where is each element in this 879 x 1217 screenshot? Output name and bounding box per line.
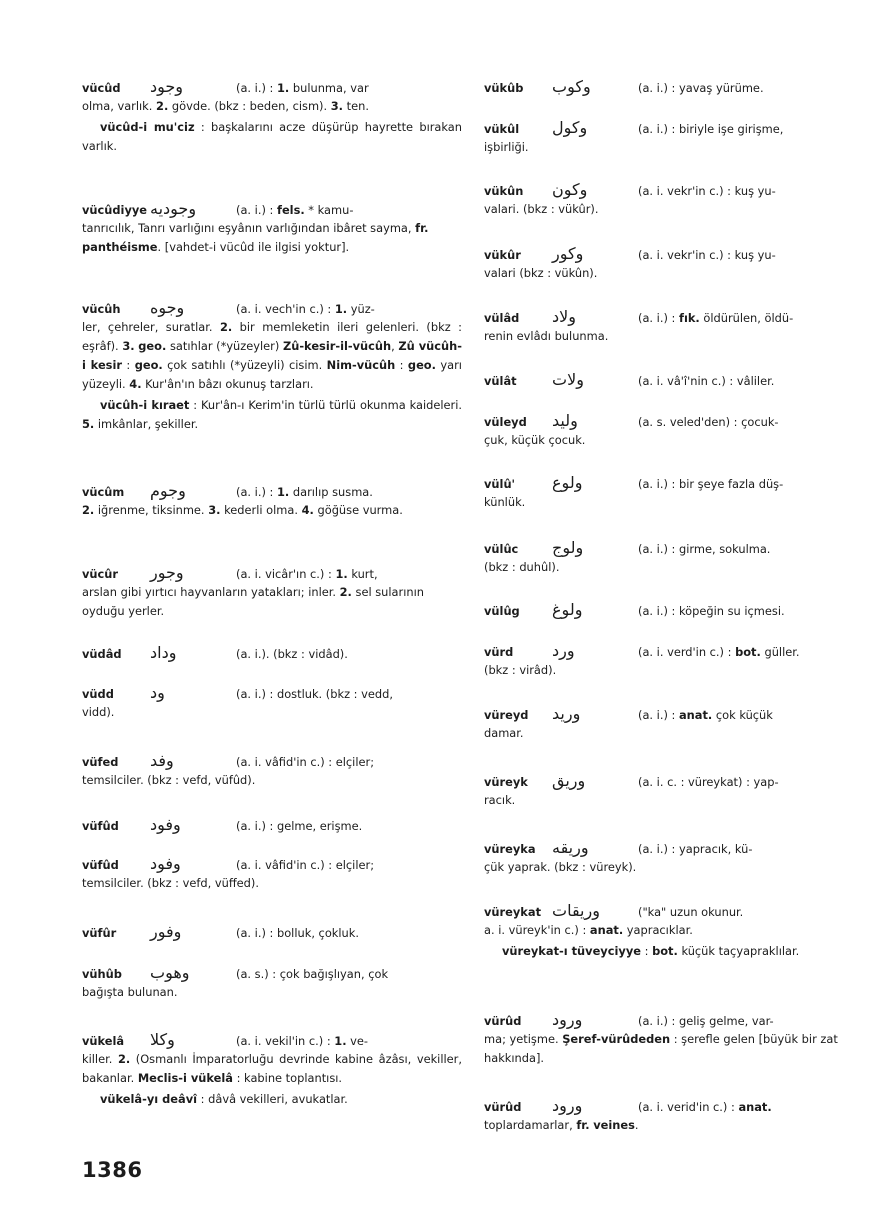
arabic-script: وريقات [552,901,600,920]
definition-continuation: killer. 2. (Osmanlı İmparatorluğu devrinde kabine âzâsı, vekiller, bakanlar. Meclis-i vükelâ : kabine toplantısı. [82,1052,462,1085]
definition-start: (a. i. vâ'î'nin c.) : vâliler. [638,374,775,388]
arabic-script: وريقه [552,838,589,857]
headword: vüfed [82,755,119,769]
entry-headline [82,751,462,771]
definition-continuation: (bkz : duhûl). [484,560,560,574]
sub-entry: vüreykat-ı tüveyciyye : bot. küçük taçyapraklılar. [502,944,800,958]
dictionary-entry [484,473,860,512]
definition-start: (a. i.) : 1. darılıp susma. [236,485,373,499]
sub-entry: vücûh-i kıraet : Kur'ân-ı Kerim'in türlü türlü okunma kaideleri. 5. imkânlar, şekiller. [82,398,462,431]
headword: vühûb [82,967,122,981]
sub-entry: vükelâ-yı deâvî : dâvâ vekilleri, avukatlar. [100,1092,348,1106]
dictionary-entry [82,77,462,156]
definition-continuation: 2. iğrenme, tiksinme. 3. kederli olma. 4. göğüse vurma. [82,503,403,517]
definition-continuation: tanrıcılık, Tanrı varlığını eşyânın varlığından ibâret sayma, fr. panthéisme. [vahdet-i vücûd ile ilgisi yoktur]. [82,221,429,254]
definition-start: (a. i.) : gelme, erişme. [236,819,363,833]
dictionary-entry [82,643,462,663]
arabic-script: ولات [552,370,584,389]
definition-continuation: valari. (bkz : vükûr). [484,202,599,216]
headword: vükûn [484,184,524,198]
definition-continuation: çük yaprak. (bkz : vüreyk). [484,860,637,874]
definition-start: (a. i. vâfid'in c.) : elçiler; [236,858,375,872]
entry-headline [484,901,860,921]
headword: vükelâ [82,1034,125,1048]
arabic-script: وريد [552,704,581,723]
dictionary-entry [484,901,860,961]
definition-start: (a. i. vekil'in c.) : 1. ve- [236,1034,369,1048]
dictionary-entry [82,481,462,520]
dictionary-entry [484,77,860,97]
dictionary-entry [484,370,860,390]
entry-headline [82,1030,462,1050]
dictionary-entry [484,641,860,680]
arabic-script: وفور [150,922,182,941]
definition-start: (a. i.) : yapracık, kü- [638,842,753,856]
entry-headline [82,77,462,97]
definition-start: (a. s. veled'den) : çocuk- [638,415,779,429]
definition-start: (a. i.) : yavaş yürüme. [638,81,764,95]
definition-start: (a. i. vekr'in c.) : kuş yu- [638,184,776,198]
definition-start: (a. i.) : köpeğin su içmesi. [638,604,785,618]
entry-headline [82,481,462,501]
headword: vürd [484,645,514,659]
dictionary-entry [82,854,462,893]
headword: vücûh [82,302,121,316]
definition-continuation: racık. [484,793,516,807]
dictionary-entry [484,180,860,219]
dictionary-entry [82,298,462,434]
sub-entry: vücûd-i mu'ciz : başkalarını acze düşürüp hayrette bırakan varlık. [82,120,462,153]
entry-headline [484,538,860,558]
definition-start: (a. i.) : fık. öldürülen, öldü- [638,311,794,325]
definition-continuation: işbirliği. [484,140,529,154]
definition-continuation: damar. [484,726,524,740]
definition-start: (a. i. verid'in c.) : anat. [638,1100,772,1114]
arabic-script: ورود [552,1096,583,1115]
arabic-script: وهوب [150,963,190,982]
headword: vüfûr [82,926,117,940]
arabic-script: وكون [552,180,588,199]
entry-headline [484,118,860,138]
entry-headline [484,838,860,858]
headword: vücûr [82,567,119,581]
definition-start: (a. i.) : girme, sokulma. [638,542,771,556]
arabic-script: وريق [552,771,586,790]
headword: vücûm [82,485,125,499]
definition-continuation: vidd). [82,705,115,719]
entry-headline [484,77,860,97]
headword: vüreyd [484,708,529,722]
definition-start: ("ka" uzun okunur. [638,905,744,919]
arabic-script: ولاد [552,307,576,326]
dictionary-entry [484,118,860,157]
headword: vüfûd [82,819,119,833]
arabic-script: ولوغ [552,600,583,619]
arabic-script: وجوه [150,298,185,317]
definition-continuation: bağışta bulunan. [82,985,178,999]
definition-start: (a. i.) : bolluk, çokluk. [236,926,359,940]
definition-start: (a. i. c. : vüreykat) : yap- [638,775,779,789]
definition-start: (a. i.) : 1. bulunma, var [236,81,369,95]
definition-start: (a. i. vâfid'in c.) : elçiler; [236,755,375,769]
headword: vüreyk [484,775,528,789]
entry-headline [82,815,462,835]
entry-headline [82,643,462,663]
arabic-script: ورود [552,1010,583,1029]
headword: vüdd [82,687,114,701]
arabic-script: وفود [150,854,181,873]
entry-headline [82,563,462,583]
entry-headline [484,180,860,200]
headword: vülât [484,374,517,388]
definition-start: (a. i.) : geliş gelme, var- [638,1014,774,1028]
definition-continuation: temsilciler. (bkz : vefd, vüfûd). [82,773,256,787]
entry-headline [82,922,462,942]
definition-continuation: künlük. [484,495,526,509]
dictionary-entry [484,771,860,810]
definition-continuation: arslan gibi yırtıcı hayvanların yatakları; inler. 2. sel sularının oyduğu yerler. [82,585,424,618]
arabic-script: وليد [552,411,578,430]
definition-continuation: temsilciler. (bkz : vefd, vüffed). [82,876,259,890]
headword: vüdâd [82,647,122,661]
headword: vüreyka [484,842,536,856]
dictionary-entry [484,538,860,577]
definition-continuation: olma, varlık. 2. gövde. (bkz : beden, cism). 3. ten. [82,99,369,113]
arabic-script: ولوع [552,473,583,492]
definition-start: (a. i.) : bir şeye fazla düş- [638,477,784,491]
headword: vüfûd [82,858,119,872]
definition-start: (a. i.) : fels. * kamu- [236,203,354,217]
dictionary-entry [82,199,462,257]
headword: vücûd [82,81,121,95]
dictionary-entry [484,411,860,450]
headword: vüreykat [484,905,542,919]
page-number: 1386 [82,1158,143,1182]
definition-continuation: çuk, küçük çocuk. [484,433,586,447]
entry-headline [484,641,860,661]
definition-continuation: toplardamarlar, fr. veines. [484,1118,639,1132]
entry-headline [484,1010,860,1030]
definition-start: (a. i. verd'in c.) : bot. güller. [638,645,800,659]
entry-headline [82,854,462,874]
dictionary-entry [484,838,860,877]
definition-start: (a. i.) : anat. çok küçük [638,708,773,722]
definition-start: (a. i.) : dostluk. (bkz : vedd, [236,687,393,701]
entry-headline [484,473,860,493]
definition-start: (a. i. vicâr'ın c.) : 1. kurt, [236,567,378,581]
arabic-script: وفد [150,751,174,770]
headword: vükûb [484,81,524,95]
arabic-script: ود [150,683,165,702]
headword: vürûd [484,1100,522,1114]
headword: vüleyd [484,415,527,429]
dictionary-entry [82,815,462,835]
dictionary-entry [82,922,462,942]
arabic-script: وجود [150,77,184,96]
entry-headline [484,307,860,327]
entry-headline [484,771,860,791]
headword: vükûl [484,122,520,136]
definition-start: (a. i.). (bkz : vidâd). [236,647,348,661]
arabic-script: وكلا [150,1030,175,1049]
definition-continuation: ma; yetişme. Şeref-vürûdeden : şerefle gelen [büyük bir zat hakkında]. [484,1032,838,1065]
definition-start: (a. i. vech'in c.) : 1. yüz- [236,302,375,316]
headword: vürûd [484,1014,522,1028]
definition-continuation: valari (bkz : vükûn). [484,266,598,280]
arabic-script: وكوب [552,77,591,96]
definition-start: (a. i. vekr'in c.) : kuş yu- [638,248,776,262]
entry-headline [82,298,462,318]
dictionary-entry [82,563,462,621]
arabic-script: ورد [552,641,575,660]
entry-headline [484,411,860,431]
headword: vücûdiyye [82,203,148,217]
arabic-script: ولوج [552,538,584,557]
arabic-script: وكول [552,118,588,137]
arabic-script: وجور [150,563,184,582]
entry-headline [82,963,462,983]
entry-headline [82,199,462,219]
definition-continuation: (bkz : virâd). [484,663,557,677]
definition-start: (a. i.) : biriyle işe girişme, [638,122,784,136]
definition-start: (a. s.) : çok bağışlıyan, çok [236,967,389,981]
arabic-script: وجوم [150,481,186,500]
dictionary-entry [82,1030,462,1109]
entry-headline [82,683,462,703]
dictionary-entry [484,600,860,620]
headword: vülûc [484,542,519,556]
arabic-script: وكور [552,244,584,263]
headword: vülûg [484,604,520,618]
definition-continuation: renin evlâdı bulunma. [484,329,609,343]
arabic-script: وفود [150,815,181,834]
dictionary-entry [82,751,462,790]
entry-headline [484,1096,860,1116]
headword: vükûr [484,248,521,262]
dictionary-entry [82,963,462,1002]
headword: vülû' [484,477,516,491]
definition-continuation: a. i. vüreyk'in c.) : anat. yapracıklar. [484,923,693,937]
arabic-script: وجوديه [150,199,197,218]
dictionary-entry [484,1010,860,1068]
definition-continuation: ler, çehreler, suratlar. 2. bir memleketin ileri gelenleri. (bkz : eşrâf). 3. geo. satıhlar (*yüzeyler) Zû-kesir-il-vücûh, Zû vücûh-i kesir : geo. çok satıhlı (*yüzeyli) cisim. Nim-vücûh : geo. yarı yüzeyli. 4. Kur'ân'ın bâzı okunuş tarzları. [82,320,462,391]
entry-headline [484,704,860,724]
dictionary-entry [484,307,860,346]
dictionary-entry [484,704,860,743]
entry-headline [484,600,860,620]
entry-headline [484,370,860,390]
dictionary-entry [484,244,860,283]
entry-headline [484,244,860,264]
headword: vülâd [484,311,520,325]
arabic-script: وداد [150,643,177,662]
dictionary-entry [484,1096,860,1135]
dictionary-entry [82,683,462,722]
